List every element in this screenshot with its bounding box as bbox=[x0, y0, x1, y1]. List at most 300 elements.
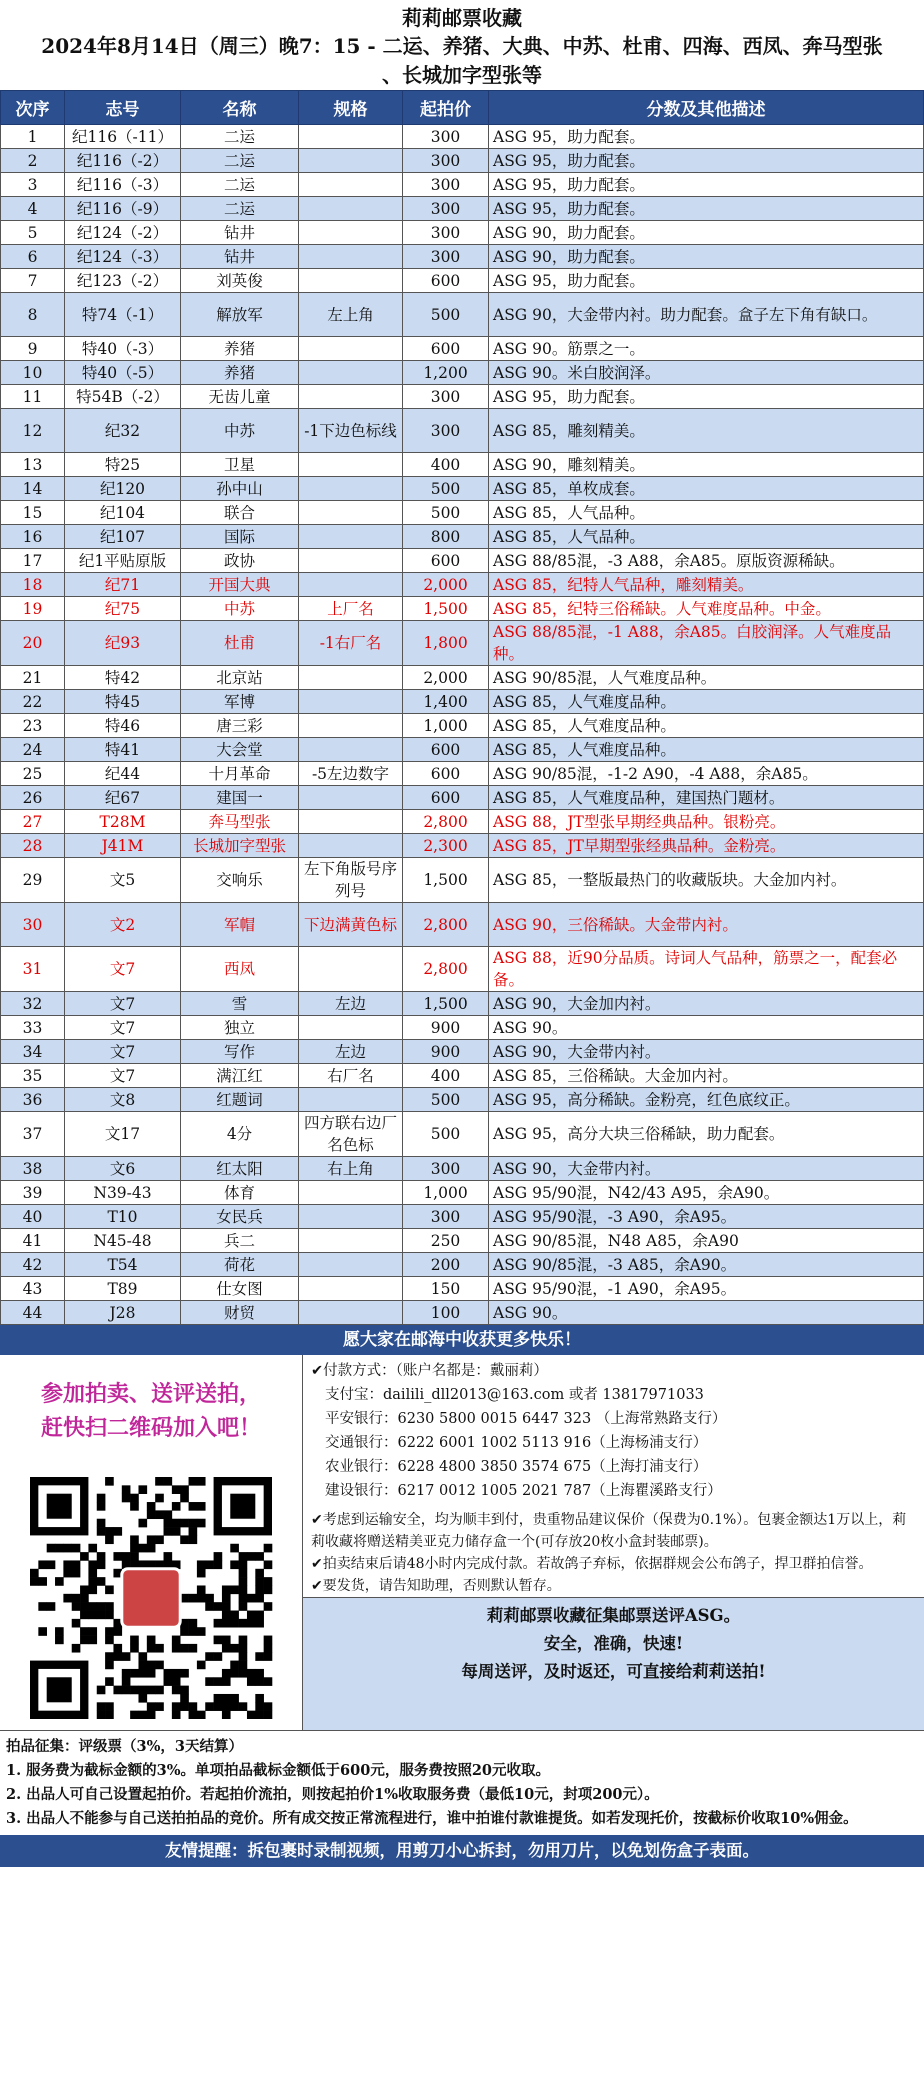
row-name: 4分 bbox=[181, 1112, 299, 1157]
row-code: 特45 bbox=[65, 690, 181, 714]
row-spec bbox=[299, 525, 403, 549]
row-desc: ASG 95，高分大块三俗稀缺，助力配套。 bbox=[489, 1112, 924, 1157]
row-code: 文7 bbox=[65, 1040, 181, 1064]
table-row bbox=[1, 385, 924, 409]
row-code: 文6 bbox=[65, 1157, 181, 1181]
row-price: 100 bbox=[403, 1301, 489, 1325]
col-header-desc: 分数及其他描述 bbox=[489, 91, 924, 125]
row-spec bbox=[299, 221, 403, 245]
payment-info bbox=[303, 1355, 924, 1507]
table-row bbox=[1, 858, 924, 903]
row-code: T10 bbox=[65, 1205, 181, 1229]
row-no: 40 bbox=[1, 1205, 65, 1229]
row-price: 600 bbox=[403, 738, 489, 762]
row-price: 900 bbox=[403, 1016, 489, 1040]
col-header-code: 志号 bbox=[65, 91, 181, 125]
row-code: 文7 bbox=[65, 947, 181, 992]
row-spec bbox=[299, 786, 403, 810]
row-spec bbox=[299, 1181, 403, 1205]
row-price: 400 bbox=[403, 453, 489, 477]
row-desc: ASG 85，人气难度品种，建国热门题材。 bbox=[489, 786, 924, 810]
table-row bbox=[1, 738, 924, 762]
row-code: 文2 bbox=[65, 903, 181, 947]
row-code: 特41 bbox=[65, 738, 181, 762]
row-no: 35 bbox=[1, 1064, 65, 1088]
row-no: 18 bbox=[1, 573, 65, 597]
row-spec: 左边 bbox=[299, 992, 403, 1016]
row-name: 军博 bbox=[181, 690, 299, 714]
table-row bbox=[1, 361, 924, 385]
row-price: 800 bbox=[403, 525, 489, 549]
payment-title: ✔付款方式：（账户名都是：戴丽莉） bbox=[311, 1363, 548, 1379]
row-no: 16 bbox=[1, 525, 65, 549]
qr-logo-icon bbox=[122, 1569, 180, 1627]
row-no: 32 bbox=[1, 992, 65, 1016]
notes bbox=[303, 1507, 924, 1597]
table-row bbox=[1, 549, 924, 573]
row-no: 1 bbox=[1, 125, 65, 149]
row-price: 1,000 bbox=[403, 1181, 489, 1205]
row-spec bbox=[299, 245, 403, 269]
promo-line2: 赶快扫二维码加入吧！ bbox=[40, 1415, 261, 1441]
row-no: 19 bbox=[1, 597, 65, 621]
row-name: 二运 bbox=[181, 125, 299, 149]
table-row bbox=[1, 1277, 924, 1301]
row-code: 纪32 bbox=[65, 409, 181, 453]
row-desc: ASG 85，人气难度品种。 bbox=[489, 714, 924, 738]
row-name: 二运 bbox=[181, 197, 299, 221]
row-price: 600 bbox=[403, 269, 489, 293]
row-code: N39-43 bbox=[65, 1181, 181, 1205]
qr-code[interactable] bbox=[20, 1477, 282, 1719]
row-name: 无齿儿童 bbox=[181, 385, 299, 409]
row-code: 纪44 bbox=[65, 762, 181, 786]
row-no: 37 bbox=[1, 1112, 65, 1157]
row-no: 7 bbox=[1, 269, 65, 293]
row-name: 西凤 bbox=[181, 947, 299, 992]
row-name: 钻井 bbox=[181, 221, 299, 245]
row-no: 25 bbox=[1, 762, 65, 786]
row-desc: ASG 85，纪特人气品种，雕刻精美。 bbox=[489, 573, 924, 597]
row-price: 300 bbox=[403, 221, 489, 245]
table-row bbox=[1, 573, 924, 597]
row-spec bbox=[299, 453, 403, 477]
row-price: 300 bbox=[403, 197, 489, 221]
auction-subtitle-line2: 、长城加字型张等 bbox=[382, 63, 542, 87]
row-desc: ASG 90，助力配套。 bbox=[489, 221, 924, 245]
row-desc: ASG 95，助力配套。 bbox=[489, 269, 924, 293]
row-price: 600 bbox=[403, 549, 489, 573]
table-header-row bbox=[1, 91, 924, 125]
row-price: 300 bbox=[403, 409, 489, 453]
row-desc: ASG 95，助力配套。 bbox=[489, 385, 924, 409]
row-no: 17 bbox=[1, 549, 65, 573]
row-no: 27 bbox=[1, 810, 65, 834]
row-spec bbox=[299, 690, 403, 714]
rules bbox=[0, 1731, 924, 1835]
row-desc: ASG 90。 bbox=[489, 1301, 924, 1325]
row-name: 刘英俊 bbox=[181, 269, 299, 293]
row-name: 满江红 bbox=[181, 1064, 299, 1088]
collect-line1: 莉莉邮票收藏征集邮票送评ASG。 bbox=[486, 1606, 741, 1625]
row-spec bbox=[299, 549, 403, 573]
row-price: 200 bbox=[403, 1253, 489, 1277]
row-name: 中苏 bbox=[181, 597, 299, 621]
table-row bbox=[1, 903, 924, 947]
row-price: 1,500 bbox=[403, 992, 489, 1016]
row-spec: 上厂名 bbox=[299, 597, 403, 621]
row-name: 解放军 bbox=[181, 293, 299, 337]
row-desc: ASG 90。筋票之一。 bbox=[489, 337, 924, 361]
row-code: 纪116（-2） bbox=[65, 149, 181, 173]
table-row bbox=[1, 501, 924, 525]
row-code: 纪93 bbox=[65, 621, 181, 666]
row-code: 纪71 bbox=[65, 573, 181, 597]
row-price: 300 bbox=[403, 1205, 489, 1229]
row-no: 30 bbox=[1, 903, 65, 947]
row-desc: ASG 95，助力配套。 bbox=[489, 149, 924, 173]
row-name: 二运 bbox=[181, 173, 299, 197]
row-desc: ASG 85，一整版最热门的收藏版块。大金加内衬。 bbox=[489, 858, 924, 903]
row-name: 独立 bbox=[181, 1016, 299, 1040]
row-code: J41M bbox=[65, 834, 181, 858]
row-name: 养猪 bbox=[181, 361, 299, 385]
row-price: 2,800 bbox=[403, 810, 489, 834]
col-header-no: 次序 bbox=[1, 91, 65, 125]
rules-title: 拍品征集：评级票（3%，3天结算） bbox=[6, 1738, 243, 1755]
row-name: 女民兵 bbox=[181, 1205, 299, 1229]
row-name: 雪 bbox=[181, 992, 299, 1016]
row-desc: ASG 90，助力配套。 bbox=[489, 245, 924, 269]
auction-table-body bbox=[1, 125, 924, 1325]
row-no: 41 bbox=[1, 1229, 65, 1253]
row-no: 22 bbox=[1, 690, 65, 714]
row-desc: ASG 85，单枚成套。 bbox=[489, 477, 924, 501]
payment-bocom: 交通银行：6222 6001 1002 5113 916（上海杨浦支行） bbox=[325, 1435, 708, 1451]
row-spec: -1右厂名 bbox=[299, 621, 403, 666]
row-price: 600 bbox=[403, 762, 489, 786]
row-desc: ASG 95/90混，N42/43 A95，余A90。 bbox=[489, 1181, 924, 1205]
table-row bbox=[1, 525, 924, 549]
row-no: 8 bbox=[1, 293, 65, 337]
row-desc: ASG 90。米白胶润泽。 bbox=[489, 361, 924, 385]
row-no: 29 bbox=[1, 858, 65, 903]
row-price: 300 bbox=[403, 245, 489, 269]
row-name: 荷花 bbox=[181, 1253, 299, 1277]
row-no: 21 bbox=[1, 666, 65, 690]
row-name: 中苏 bbox=[181, 409, 299, 453]
row-price: 2,000 bbox=[403, 573, 489, 597]
row-no: 5 bbox=[1, 221, 65, 245]
row-name: 十月革命 bbox=[181, 762, 299, 786]
row-code: 纪120 bbox=[65, 477, 181, 501]
table-row bbox=[1, 125, 924, 149]
row-no: 20 bbox=[1, 621, 65, 666]
promo-panel bbox=[0, 1355, 303, 1730]
row-name: 开国大典 bbox=[181, 573, 299, 597]
row-desc: ASG 90，大金带内衬。 bbox=[489, 1157, 924, 1181]
row-price: 2,300 bbox=[403, 834, 489, 858]
row-price: 2,000 bbox=[403, 666, 489, 690]
table-row bbox=[1, 762, 924, 786]
row-name: 钻井 bbox=[181, 245, 299, 269]
table-row bbox=[1, 1088, 924, 1112]
row-spec bbox=[299, 834, 403, 858]
row-no: 6 bbox=[1, 245, 65, 269]
row-name: 国际 bbox=[181, 525, 299, 549]
row-desc: ASG 95/90混，-3 A90，余A95。 bbox=[489, 1205, 924, 1229]
row-price: 300 bbox=[403, 173, 489, 197]
row-no: 9 bbox=[1, 337, 65, 361]
table-row bbox=[1, 477, 924, 501]
table-row bbox=[1, 597, 924, 621]
row-no: 31 bbox=[1, 947, 65, 992]
row-desc: ASG 90，大金带内衬。 bbox=[489, 1040, 924, 1064]
row-price: 2,800 bbox=[403, 903, 489, 947]
row-desc: ASG 85，三俗稀缺。大金加内衬。 bbox=[489, 1064, 924, 1088]
row-desc: ASG 90，大金加内衬。 bbox=[489, 992, 924, 1016]
table-row bbox=[1, 293, 924, 337]
row-no: 26 bbox=[1, 786, 65, 810]
payment-abc: 农业银行：6228 4800 3850 3574 675（上海打浦支行） bbox=[325, 1459, 708, 1475]
note-settle: ✔拍卖结束后请48小时内完成付款。若故鸽子弃标，依据群规会公布鸽子，捍卫群拍信誉。 bbox=[311, 1556, 873, 1572]
table-row bbox=[1, 1205, 924, 1229]
row-price: 600 bbox=[403, 337, 489, 361]
table-row bbox=[1, 1229, 924, 1253]
row-spec bbox=[299, 1016, 403, 1040]
col-header-name: 名称 bbox=[181, 91, 299, 125]
row-name: 写作 bbox=[181, 1040, 299, 1064]
row-code: 文7 bbox=[65, 1064, 181, 1088]
collect-line3: 每周送评，及时返还，可直接给莉莉送拍! bbox=[461, 1662, 766, 1681]
row-desc: ASG 95，高分稀缺。金粉亮，红色底纹正。 bbox=[489, 1088, 924, 1112]
row-no: 43 bbox=[1, 1277, 65, 1301]
row-name: 红题词 bbox=[181, 1088, 299, 1112]
row-name: 军帽 bbox=[181, 903, 299, 947]
row-desc: ASG 90/85混，人气难度品种。 bbox=[489, 666, 924, 690]
row-code: 特25 bbox=[65, 453, 181, 477]
table-row bbox=[1, 1181, 924, 1205]
row-spec bbox=[299, 1229, 403, 1253]
row-code: 文8 bbox=[65, 1088, 181, 1112]
auction-table bbox=[0, 90, 924, 1325]
row-no: 10 bbox=[1, 361, 65, 385]
row-name: 孙中山 bbox=[181, 477, 299, 501]
row-code: 纪107 bbox=[65, 525, 181, 549]
row-no: 44 bbox=[1, 1301, 65, 1325]
row-price: 1,500 bbox=[403, 858, 489, 903]
row-no: 38 bbox=[1, 1157, 65, 1181]
row-name: 养猪 bbox=[181, 337, 299, 361]
row-spec bbox=[299, 1205, 403, 1229]
payment-panel bbox=[303, 1355, 924, 1730]
row-price: 300 bbox=[403, 1157, 489, 1181]
row-no: 3 bbox=[1, 173, 65, 197]
table-row bbox=[1, 992, 924, 1016]
row-price: 400 bbox=[403, 1064, 489, 1088]
rule-3: 3. 出品人不能参与自己送拍拍品的竞价。所有成交按正常流程进行，谁中拍谁付款谁提货。如若发现托价，按截标价收取10%佣金。 bbox=[6, 1810, 858, 1827]
table-row bbox=[1, 714, 924, 738]
row-name: 杜甫 bbox=[181, 621, 299, 666]
row-desc: ASG 95，助力配套。 bbox=[489, 197, 924, 221]
row-spec bbox=[299, 361, 403, 385]
row-name: 二运 bbox=[181, 149, 299, 173]
row-spec bbox=[299, 125, 403, 149]
row-name: 交响乐 bbox=[181, 858, 299, 903]
row-name: 卫星 bbox=[181, 453, 299, 477]
row-desc: ASG 88/85混，-3 A88，余A85。原版资源稀缺。 bbox=[489, 549, 924, 573]
payment-alipay: 支付宝：dailili_dll2013@163.com 或者 13817971033 bbox=[325, 1387, 704, 1403]
row-code: 纪116（-3） bbox=[65, 173, 181, 197]
table-row bbox=[1, 337, 924, 361]
row-spec bbox=[299, 738, 403, 762]
row-spec bbox=[299, 810, 403, 834]
row-spec bbox=[299, 337, 403, 361]
row-desc: ASG 85，人气难度品种。 bbox=[489, 738, 924, 762]
row-no: 34 bbox=[1, 1040, 65, 1064]
row-code: 特40（-5） bbox=[65, 361, 181, 385]
row-code: 纪116（-9） bbox=[65, 197, 181, 221]
row-name: 体育 bbox=[181, 1181, 299, 1205]
row-name: 建国一 bbox=[181, 786, 299, 810]
table-row bbox=[1, 453, 924, 477]
row-no: 12 bbox=[1, 409, 65, 453]
row-price: 500 bbox=[403, 477, 489, 501]
promo-line1: 参加拍卖、送评送拍， bbox=[40, 1381, 261, 1407]
wish-banner: 愿大家在邮海中收获更多快乐！ bbox=[0, 1325, 924, 1355]
row-desc: ASG 90，大金带内衬。助力配套。盒子左下角有缺口。 bbox=[489, 293, 924, 337]
row-name: 仕女图 bbox=[181, 1277, 299, 1301]
note-ship: ✔要发货，请告知助理，否则默认暂存。 bbox=[311, 1578, 561, 1594]
row-code: 特40（-3） bbox=[65, 337, 181, 361]
row-no: 2 bbox=[1, 149, 65, 173]
row-price: 1,400 bbox=[403, 690, 489, 714]
row-spec bbox=[299, 149, 403, 173]
row-spec: -1下边色标线 bbox=[299, 409, 403, 453]
row-name: 北京站 bbox=[181, 666, 299, 690]
row-code: 文7 bbox=[65, 1016, 181, 1040]
row-code: 纪67 bbox=[65, 786, 181, 810]
row-desc: ASG 88/85混，-1 A88，余A85。白胶润泽。人气难度品种。 bbox=[489, 621, 924, 666]
row-code: 文7 bbox=[65, 992, 181, 1016]
row-code: 纪124（-3） bbox=[65, 245, 181, 269]
row-spec bbox=[299, 666, 403, 690]
table-row bbox=[1, 690, 924, 714]
row-name: 长城加字型张 bbox=[181, 834, 299, 858]
row-spec: 右厂名 bbox=[299, 1064, 403, 1088]
row-spec bbox=[299, 1277, 403, 1301]
row-price: 300 bbox=[403, 149, 489, 173]
row-code: 特54B（-2） bbox=[65, 385, 181, 409]
table-row bbox=[1, 621, 924, 666]
auction-subtitle-line1: 2024年8月14日（周三）晚7：15 - 二运、养猪、大典、中苏、杜甫、四海、西凤、奔马型张 bbox=[41, 34, 883, 58]
table-row bbox=[1, 1040, 924, 1064]
note-shipping: ✔考虑到运输安全，均为顺丰到付，贵重物品建议保价（保费为0.1%）。包裹金额达1万以上，莉莉收藏将赠送精美亚克力储存盒一个(可存放20枚小盒封装邮票)。 bbox=[311, 1512, 907, 1550]
row-spec: 左下角版号序列号 bbox=[299, 858, 403, 903]
row-spec bbox=[299, 385, 403, 409]
row-no: 23 bbox=[1, 714, 65, 738]
row-code: T28M bbox=[65, 810, 181, 834]
row-code: 特42 bbox=[65, 666, 181, 690]
row-spec: 左上角 bbox=[299, 293, 403, 337]
table-row bbox=[1, 1112, 924, 1157]
row-desc: ASG 85，雕刻精美。 bbox=[489, 409, 924, 453]
row-spec bbox=[299, 501, 403, 525]
row-spec bbox=[299, 269, 403, 293]
row-desc: ASG 90，三俗稀缺。大金带内衬。 bbox=[489, 903, 924, 947]
table-row bbox=[1, 1253, 924, 1277]
row-desc: ASG 88，近90分品质。诗词人气品种，筋票之一，配套必备。 bbox=[489, 947, 924, 992]
row-price: 300 bbox=[403, 125, 489, 149]
row-spec bbox=[299, 1253, 403, 1277]
row-price: 500 bbox=[403, 501, 489, 525]
row-name: 政协 bbox=[181, 549, 299, 573]
promo-text bbox=[0, 1355, 302, 1445]
row-code: 纪124（-2） bbox=[65, 221, 181, 245]
row-name: 财贸 bbox=[181, 1301, 299, 1325]
row-spec bbox=[299, 477, 403, 501]
row-code: T54 bbox=[65, 1253, 181, 1277]
row-spec: 下边满黄色标 bbox=[299, 903, 403, 947]
table-row bbox=[1, 786, 924, 810]
row-desc: ASG 85，JT早期型张经典品种。金粉亮。 bbox=[489, 834, 924, 858]
row-code: 纪1平贴原版 bbox=[65, 549, 181, 573]
row-code: 纪104 bbox=[65, 501, 181, 525]
col-header-price: 起拍价 bbox=[403, 91, 489, 125]
table-row bbox=[1, 149, 924, 173]
row-price: 600 bbox=[403, 786, 489, 810]
row-code: 纪116（-11） bbox=[65, 125, 181, 149]
row-price: 2,800 bbox=[403, 947, 489, 992]
row-no: 36 bbox=[1, 1088, 65, 1112]
table-row bbox=[1, 1301, 924, 1325]
row-spec bbox=[299, 173, 403, 197]
row-code: 文5 bbox=[65, 858, 181, 903]
row-spec bbox=[299, 1088, 403, 1112]
table-row bbox=[1, 666, 924, 690]
row-desc: ASG 95/90混，-1 A90，余A95。 bbox=[489, 1277, 924, 1301]
row-desc: ASG 90/85混，-3 A85，余A90。 bbox=[489, 1253, 924, 1277]
row-name: 红太阳 bbox=[181, 1157, 299, 1181]
row-spec: 右上角 bbox=[299, 1157, 403, 1181]
row-price: 1,800 bbox=[403, 621, 489, 666]
header bbox=[0, 0, 924, 90]
row-no: 28 bbox=[1, 834, 65, 858]
table-row bbox=[1, 197, 924, 221]
row-spec: -5左边数字 bbox=[299, 762, 403, 786]
row-code: J28 bbox=[65, 1301, 181, 1325]
table-row bbox=[1, 409, 924, 453]
row-price: 250 bbox=[403, 1229, 489, 1253]
row-spec bbox=[299, 947, 403, 992]
table-row bbox=[1, 269, 924, 293]
row-code: N45-48 bbox=[65, 1229, 181, 1253]
row-code: 文17 bbox=[65, 1112, 181, 1157]
row-spec bbox=[299, 1301, 403, 1325]
row-desc: ASG 90/85混，N48 A85，余A90 bbox=[489, 1229, 924, 1253]
row-code: 纪123（-2） bbox=[65, 269, 181, 293]
row-desc: ASG 85，纪特三俗稀缺。人气难度品种。中金。 bbox=[489, 597, 924, 621]
row-name: 联合 bbox=[181, 501, 299, 525]
row-code: T89 bbox=[65, 1277, 181, 1301]
rule-1: 1. 服务费为截标金额的3%。单项拍品截标金额低于600元，服务费按照20元收取。 bbox=[6, 1762, 550, 1779]
row-price: 500 bbox=[403, 293, 489, 337]
row-desc: ASG 90。 bbox=[489, 1016, 924, 1040]
row-price: 500 bbox=[403, 1112, 489, 1157]
row-price: 1,000 bbox=[403, 714, 489, 738]
row-no: 4 bbox=[1, 197, 65, 221]
row-no: 33 bbox=[1, 1016, 65, 1040]
